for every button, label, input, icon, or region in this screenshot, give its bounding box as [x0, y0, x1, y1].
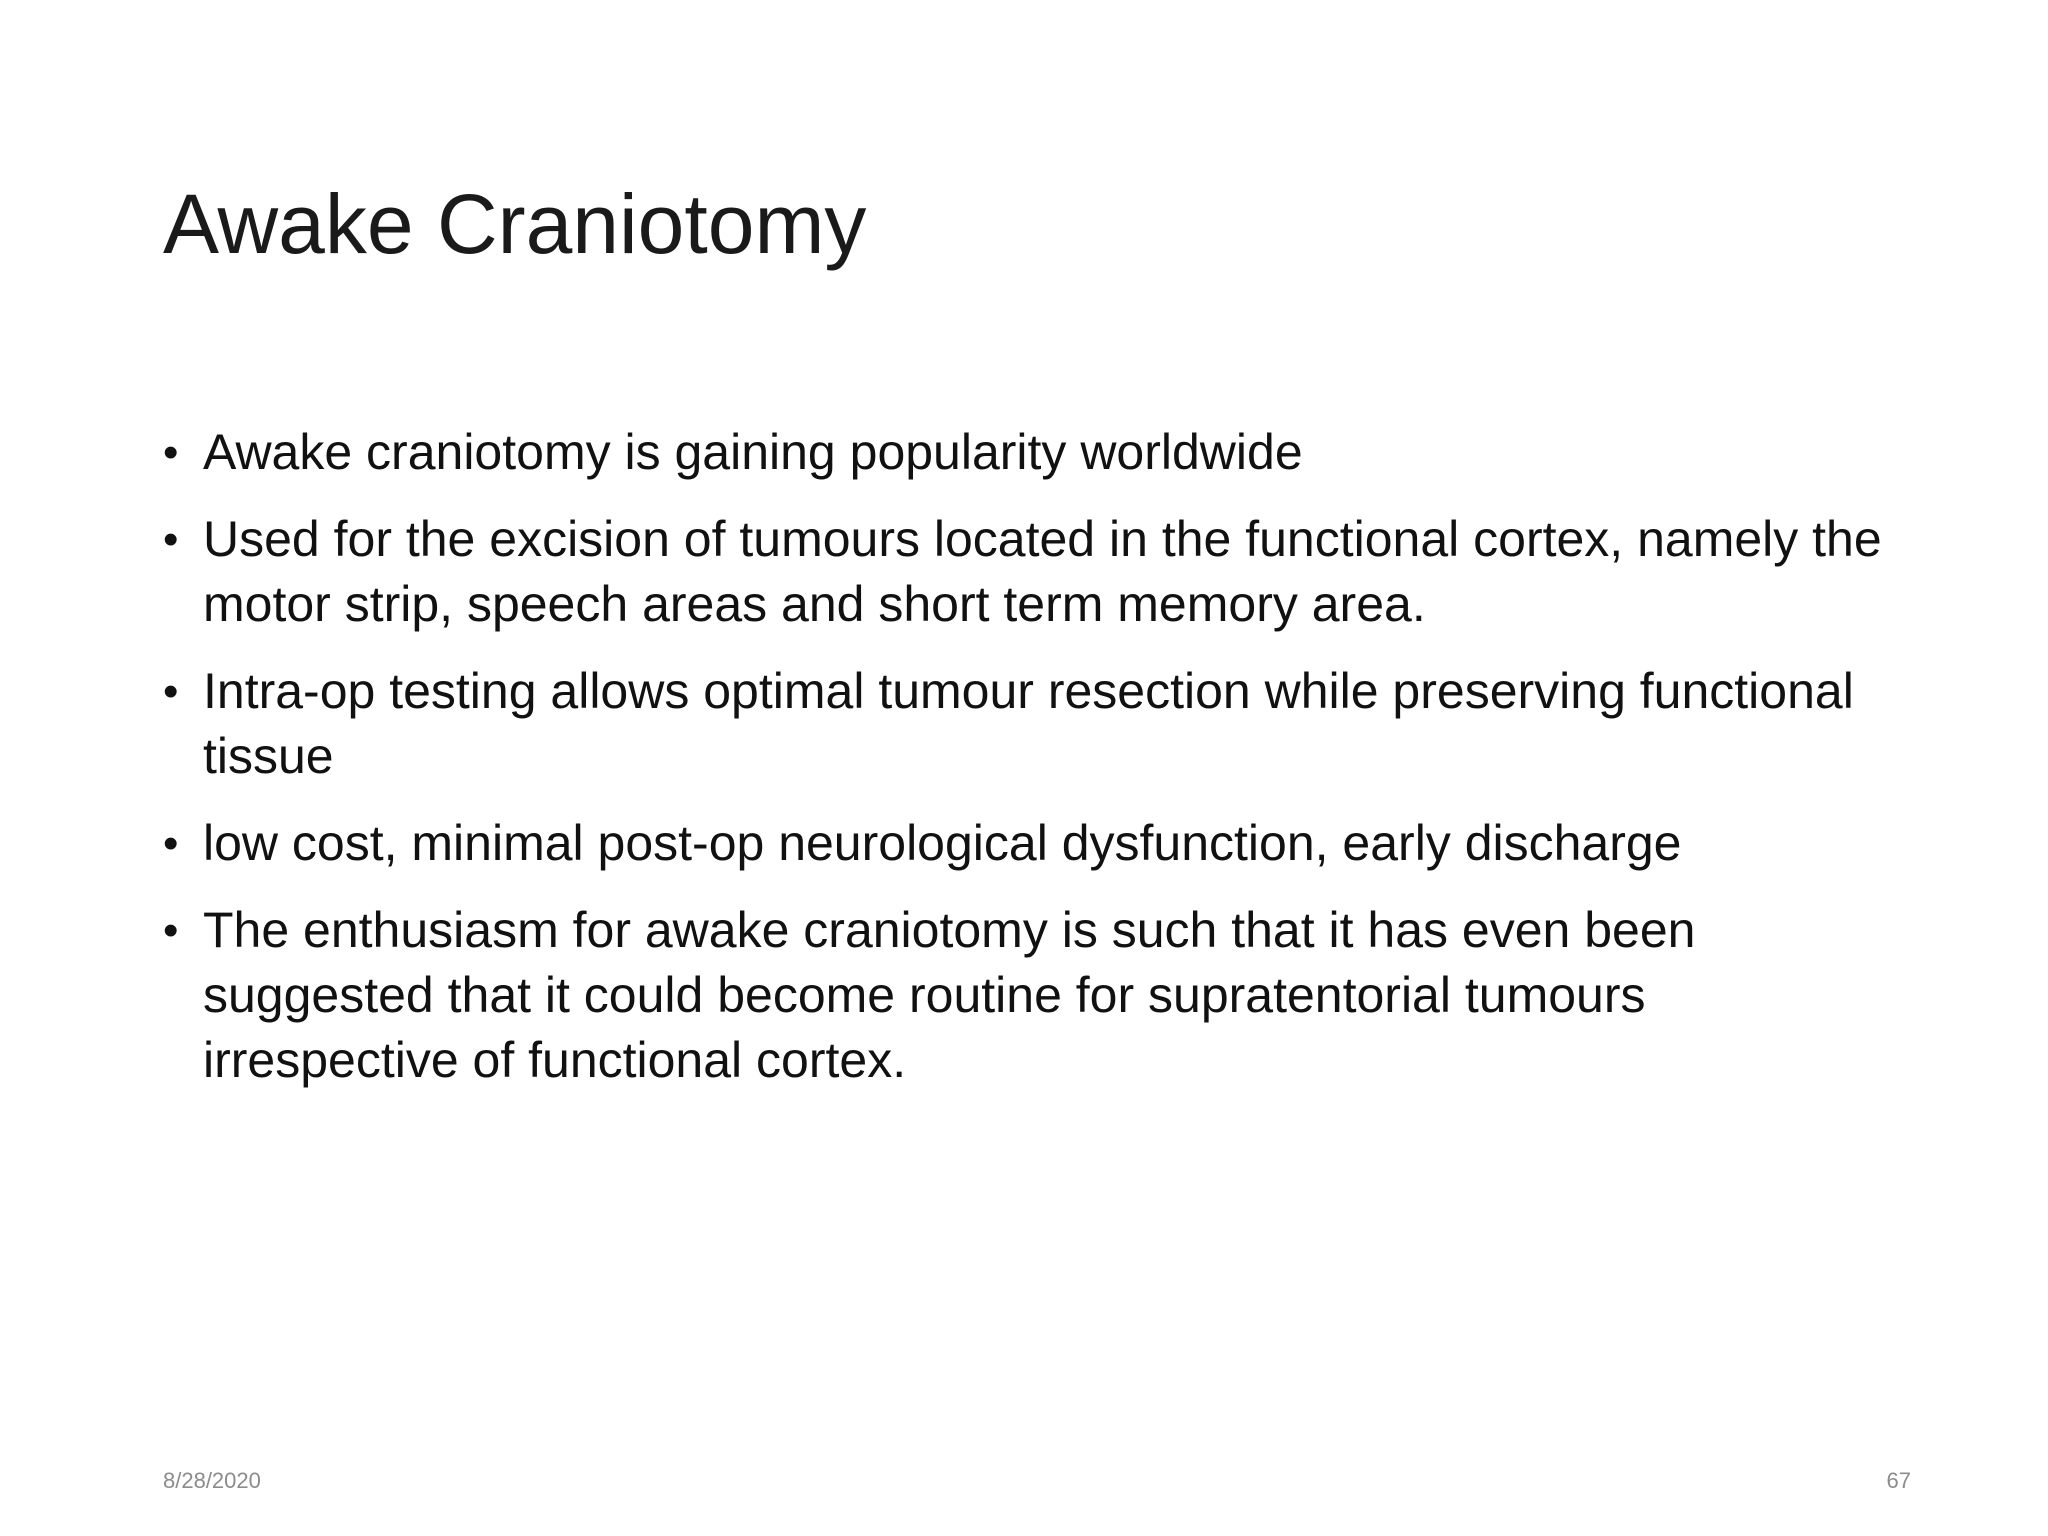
bullet-item — [163, 811, 1903, 876]
bullet-dot-icon: • — [163, 428, 179, 477]
bullet-item — [163, 898, 1903, 1093]
bullet-item — [163, 659, 1903, 789]
bullet-item — [163, 507, 1903, 637]
bullet-text: Awake craniotomy is gaining popularity worldwide — [203, 424, 1303, 480]
bullet-text: Intra-op testing allows optimal tumour resection while preserving functional tissue — [203, 663, 1854, 784]
bullet-list — [163, 420, 1903, 1115]
bullet-text: The enthusiasm for awake craniotomy is such that it has even been suggested that it could become routine for supratentorial tumours irrespective of functional cortex. — [203, 902, 1696, 1088]
slide-title: Awake Craniotomy — [163, 177, 867, 271]
bullet-text: low cost, minimal post-op neurological dysfunction, early discharge — [203, 815, 1682, 871]
bullet-dot-icon: • — [163, 906, 179, 955]
bullet-dot-icon: • — [163, 667, 179, 716]
footer-page-number: 67 — [1886, 1468, 1911, 1493]
footer-date: 8/28/2020 — [163, 1468, 261, 1493]
bullet-dot-icon: • — [163, 819, 179, 868]
bullet-text: Used for the excision of tumours located in the functional cortex, namely the motor strip, speech areas and short term memory area. — [203, 511, 1882, 632]
bullet-dot-icon: • — [163, 515, 179, 564]
bullet-item — [163, 420, 1903, 485]
